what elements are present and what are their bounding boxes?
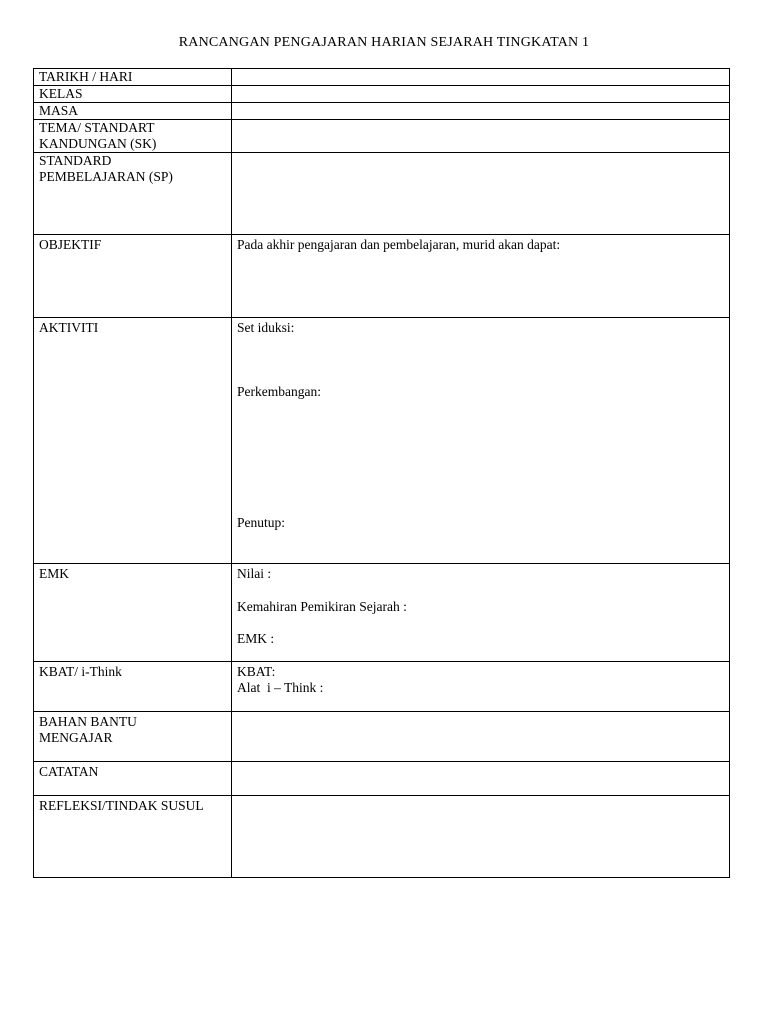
- emk-field[interactable]: [232, 564, 730, 662]
- tema-field[interactable]: [232, 120, 730, 153]
- objektif-label: OBJEKTIF: [34, 235, 232, 318]
- table-row: [34, 662, 730, 712]
- standard-label: STANDARD PEMBELAJARAN (SP): [34, 153, 232, 235]
- catatan-field[interactable]: [232, 762, 730, 796]
- kbat-field[interactable]: [232, 662, 730, 712]
- standard-field[interactable]: [232, 153, 730, 235]
- aktiviti-label: AKTIVITI: [34, 318, 232, 564]
- tema-label: TEMA/ STANDART KANDUNGAN (SK): [34, 120, 232, 153]
- table-row: [34, 235, 730, 318]
- penutup-label: Penutup:: [237, 515, 286, 530]
- kelas-field[interactable]: [232, 86, 730, 103]
- tarikh-label: TARIKH / HARI: [34, 69, 232, 86]
- objektif-field[interactable]: Pada akhir pengajaran dan pembelajaran, murid akan dapat:: [232, 235, 730, 318]
- nilai-label: Nilai :: [237, 566, 272, 581]
- emk-sub-label: EMK :: [237, 631, 275, 646]
- lesson-plan-table: [33, 68, 730, 878]
- table-row: [34, 120, 730, 153]
- emk-label: EMK: [34, 564, 232, 662]
- refleksi-label: REFLEKSI/TINDAK SUSUL: [34, 796, 232, 878]
- kemahiran-label: Kemahiran Pemikiran Sejarah :: [237, 599, 407, 614]
- page-title: RANCANGAN PENGAJARAN HARIAN SEJARAH TINGKATAN 1: [178, 35, 590, 50]
- tarikh-field[interactable]: [232, 69, 730, 86]
- table-row: [34, 564, 730, 662]
- kbat-sub-label: KBAT:: [237, 664, 276, 679]
- table-row: [34, 762, 730, 796]
- masa-field[interactable]: [232, 103, 730, 120]
- table-row: [34, 318, 730, 564]
- catatan-label: CATATAN: [34, 762, 232, 796]
- table-row: [34, 153, 730, 235]
- alat-ithink-label: Alat i – Think :: [237, 680, 324, 695]
- table-row: [34, 86, 730, 103]
- table-row: [34, 712, 730, 762]
- masa-label: MASA: [34, 103, 232, 120]
- bahan-label: BAHAN BANTU MENGAJAR: [34, 712, 232, 762]
- table-row: [34, 103, 730, 120]
- bahan-field[interactable]: [232, 712, 730, 762]
- table-row: [34, 69, 730, 86]
- refleksi-field[interactable]: [232, 796, 730, 878]
- set-induksi-label: Set iduksi:: [237, 320, 295, 335]
- aktiviti-field[interactable]: [232, 318, 730, 564]
- table-row: [34, 796, 730, 878]
- kelas-label: KELAS: [34, 86, 232, 103]
- perkembangan-label: Perkembangan:: [237, 384, 321, 399]
- kbat-label: KBAT/ i-Think: [34, 662, 232, 712]
